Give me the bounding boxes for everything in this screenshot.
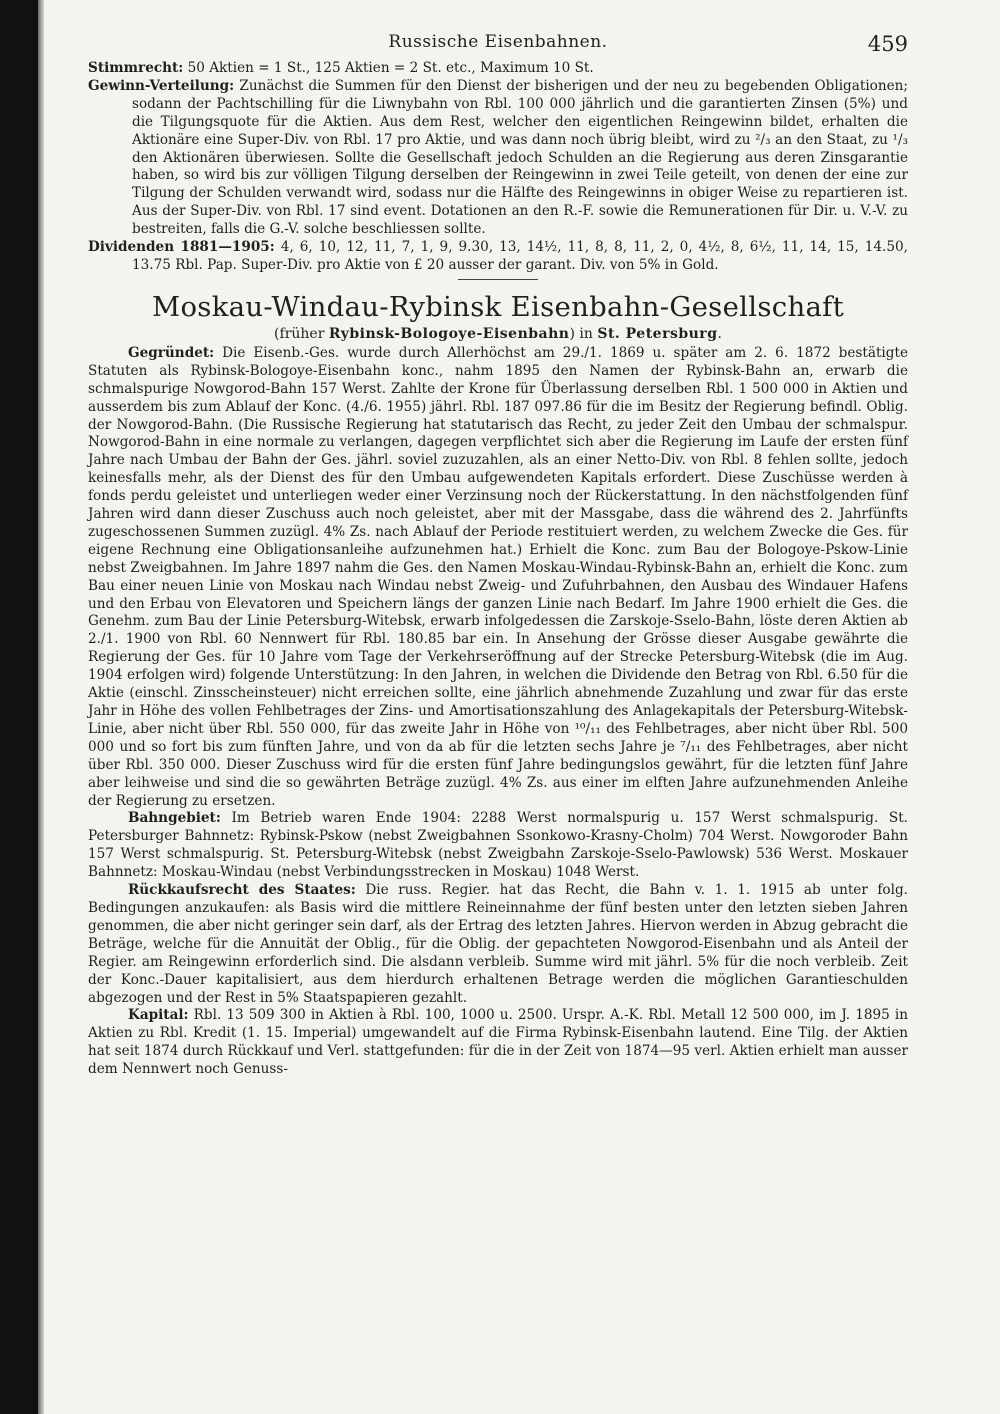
running-title: Russische Eisenbahnen. [388,32,608,52]
stimmrecht-label: Stimmrecht: [88,60,184,76]
kapital-label: Kapital: [128,1007,189,1024]
rueckkauf-text: Die russ. Regier. hat das Recht, die Bahn v. 1. 1. 1915 ab unter folg. Bedingungen anzukaufen: als Basis wird die mittlere Reineinnahme der fünf besten unter den letzten sieben Jahren genommen, die aber nicht geringer sein darf, als der Ertrag des letzten Jahres. Hiervon werden in Abzug gebracht die Beträge, welche für die Annuität der Oblig., für die Oblig. der gepachteten Nowgorod-Eisenbahn und als Anteil der Regier. am Reingewinn erforderlich sind. Die alsdann verbleib. Summe wird mit jährl. 5% für die noch verbleib. Zeit der Konc.-Dauer kapitalisiert, aus dem hierdurch erhaltenen Betrage werden die möglichen Garantieschulden abgezogen und der Rest in 5% Staatspapieren gezahlt. [88,882,908,1006]
gewinn-text: Zunächst die Summen für den Dienst der bisherigen und der neu zu begebenden Obligationen; sodann der Pachtschilling für die Liwnybahn von Rbl. 100 000 jährlich und die garantierten Zinsen (5%) und die Tilgungsquote für die Aktien. Aus dem Rest, welcher den eigentlichen Reingewinn bildet, erhalten die Aktionäre eine Super-Div. von Rbl. 17 pro Aktie, und was dann noch übrig bleibt, wird zu ²/₃ an den Staat, zu ¹/₃ den Aktionären überwiesen. Sollte die Gesellschaft jedoch Schulden an die Regierung aus deren Zinsgarantie haben, so wird bis zur völligen Tilgung derselben der Reingewinn in zwei Teile geteilt, von denen der eine zur Tilgung der Schulden verwandt wird, sodass nur die Hälfte des Reingewinns in obiger Weise zu repartieren ist. Aus der Super-Div. von Rbl. 17 sind event. Dotationen an den R.-F. sowie die Remunerationen für Dir. u. V.-V. zu bestreiten, falls die G.-V. solche beschliessen sollte. [132,77,908,238]
gegruendet-label: Gegründet: [128,344,215,361]
company-subtitle [88,324,908,344]
page-number: 459 [867,32,908,56]
gegruendet-paragraph [88,345,908,811]
subtitle-pre: (früher [274,325,329,342]
kapital-text: Rbl. 13 509 300 in Aktien à Rbl. 100, 1000 u. 2500. Urspr. A.-K. Rbl. Metall 12 500 000, im J. 1895 in Aktien zu Rbl. Kredit (1. 15. Imperial) umgewandelt auf die Firma Rybinsk-Eisenbahn lautend. Eine Tilg. der Aktien hat seit 1874 durch Rückkauf und Verl. stattgefunden: für die in der Zeit von 1874—95 verl. Aktien erhielt man ausser dem Nennwert noch Genuss- [88,1007,908,1078]
gegruendet-text: Die Eisenb.-Ges. wurde durch Allerhöchst am 29./1. 1869 u. später am 2. 6. 1872 bestätigte Statuten als Rybinsk-Bologoye-Eisenbahn konc., nahm 1895 den Namen der Rybinsk-Bahn an, erwarb die schmalspurige Nowgorod-Bahn 157 Werst. Zahlte der Krone für Überlassung derselben Rbl. 1 500 000 in Aktien und ausserdem bis zum Ablauf der Konc. (4./6. 1955) jährl. Rbl. 187 097.86 für die im Besitz der Regierung befindl. Oblig. der Nowgorod-Bahn. (Die Russische Regierung hat statutarisch das Recht, zu jeder Zeit den Umbau der schmalspur. Nowgorod-Bahn in eine normale zu verlangen, dagegen verpflichtet sich aber die Regierung im Laufe der ersten fünf Jahre nach Umbau der Bahn der Ges. jährl. soviel zuzuzahlen, als an einer Netto-Div. von Rbl. 8 fehlen sollte, jedoch keinesfalls mehr, als der Dienst des für den Umbau aufgewendeten Kapitals erfordert. Diese Zuschüsse werden à fonds perdu geleistet und unterliegen weder einer Verzinsung noch der Rückerstattung. In den nächstfolgenden fünf Jahren wird dann dieser Zuschuss auch noch geleistet, aber mit der Massgabe, dass die während des 2. Jahrfünfts zugeschossenen Summen zuzügl. 4% Zs. nach Ablauf der Periode restituiert werden, zu welchem Zwecke die Ges. für eigene Rechnung eine Obligationsanleihe aufzunehmen hat.) Erhielt die Konc. zum Bau der Bologoye-Pskow-Linie nebst Zweigbahnen. Im Jahre 1897 nahm die Ges. den Namen Moskau-Windau-Rybinsk-Bahn an, erhielt die Konc. zum Bau einer neuen Linie von Moskau nach Windau nebst Zweig- und Zufuhrbahnen, den Ausbau des Windauer Hafens und den Erbau von Elevatoren und Speichern längs der ganzen Linie nach Bedarf. Im Jahre 1900 erhielt die Ges. die Genehm. zum Bau der Linie Petersburg-Witebsk, erwarb infolgedessen die Zarskoje-Sselo-Bahn, löste deren Aktien ab 2./1. 1900 von Rbl. 60 Nennwert für Rbl. 180.85 bar ein. In Ansehung der Grösse dieser Ausgabe gewährte die Regierung der Ges. für 10 Jahre vom Tage der Verkehrseröffnung auf der Strecke Petersburg-Witebsk (die im Aug. 1904 erfolgen wird) folgende Unterstützung: In den Jahren, in welchen die Dividende den Betrag von Rbl. 6.50 für die Aktie (einschl. Zinsscheinsteuer) nicht erreichen sollte, eine jährlich abnehmende Zuzahlung und zwar für das erste Jahr in Höhe des vollen Fehlbetrages der Zins- und Amortisationszahlung des Anlagekapitals der Petersburg-Witebsk-Linie, aber nicht über Rbl. 550 000, für das zweite Jahr in Höhe von ¹⁰/₁₁ des Fehlbetrages, aber nicht über Rbl. 500 000 und so fort bis zum fünften Jahre, und von da ab für die letzten sechs Jahre je ⁷/₁₁ des Fehlbetrages, aber nicht über Rbl. 350 000. Dieser Zuschuss wird für die ersten fünf Jahre bedingungslos gewährt, für die letzten fünf Jahre aber leihweise und sind die so gewährten Beträge zuzügl. 4% Zs. aus einer im elften Jahre aufzunehmenden Anleihe der Regierung zu ersetzen. [88,344,908,809]
dividenden-label: Dividenden 1881—1905: [88,239,275,256]
rueckkauf-paragraph [88,882,908,1007]
company-title: Moskau-Windau-Rybinsk Eisenbahn-Gesellschaft [151,290,844,323]
dividenden-paragraph [88,239,908,275]
running-header [88,32,908,60]
bahngebiet-label: Bahngebiet: [128,810,221,827]
section-separator [458,279,538,280]
page-body [88,60,908,1079]
subtitle-mid: ) in [569,325,598,342]
dividenden-text: 4, 6, 10, 12, 11, 7, 1, 9, 9.30, 13, 14½, 11, 8, 8, 11, 2, 0, 4½, 8, 6½, 11, 14, 15, 14.50, 13.75 Rbl. Pap. Super-Div. pro Aktie von £ 20 ausser der garant. Div. von 5% in Gold. [132,239,908,273]
former-name: Rybinsk-Bologoye-Eisenbahn [328,325,570,342]
gewinn-paragraph [88,78,908,239]
gewinn-label: Gewinn-Verteilung: [88,77,235,94]
bahngebiet-text: Im Betrieb waren Ende 1904: 2288 Werst normalspurig u. 157 Werst schmalspurig. St. Petersburger Bahnnetz: Rybinsk-Pskow (nebst Zweigbahnen Ssonkowo-Krasny-Cholm) 704 Werst. Nowgoroder Bahn 157 Werst schmalspurig. St. Petersburg-Witebsk (nebst Zweigbahn Zarskoje-Sselo-Pawlowsk) 536 Werst. Moskauer Bahnnetz: Moskau-Windau (nebst Verbindungsstrecken in Moskau) 1048 Werst. [88,810,908,881]
page-gutter-shadow [38,0,44,1414]
rueckkauf-label: Rückkaufsrecht des Staates: [128,882,356,899]
company-city: St. Petersburg [597,325,718,342]
book-binding-edge [0,0,38,1414]
stimmrecht-paragraph [88,60,908,78]
kapital-paragraph [88,1007,908,1079]
stimmrecht-text: 50 Aktien = 1 St., 125 Aktien = 2 St. etc., Maximum 10 St. [183,60,594,76]
subtitle-end: . [717,325,722,342]
document-page [88,32,908,1079]
bahngebiet-paragraph [88,810,908,882]
